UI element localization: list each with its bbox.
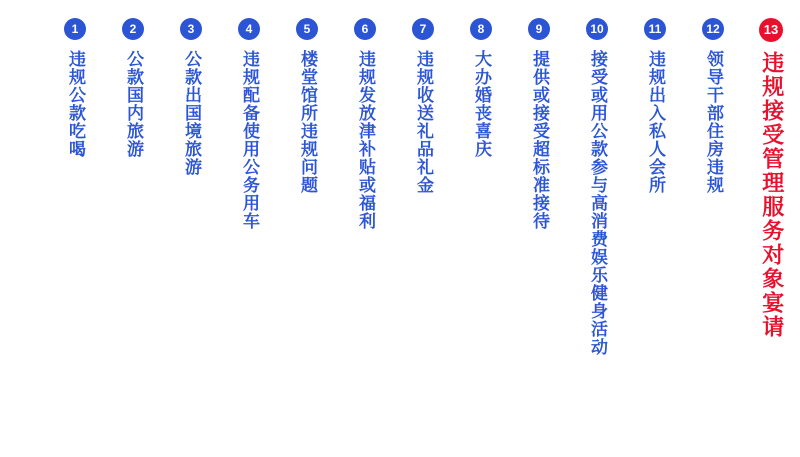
- diagram-item-2[interactable]: [104, 18, 162, 158]
- item-number-badge: 6: [354, 18, 376, 40]
- item-number-badge: 8: [470, 18, 492, 40]
- item-number-badge: 13: [759, 18, 783, 42]
- item-label: 违规接受管理服务对象宴请: [758, 51, 784, 339]
- item-label: 违规配备使用公务用车: [239, 50, 260, 230]
- diagram-item-5[interactable]: [278, 18, 336, 194]
- diagram-item-10[interactable]: [568, 18, 626, 356]
- item-label: 提供或接受超标准接待: [529, 50, 550, 230]
- item-label: 公款国内旅游: [123, 50, 144, 158]
- item-number-badge: 3: [180, 18, 202, 40]
- item-number-badge: 10: [586, 18, 608, 40]
- diagram-item-6[interactable]: [336, 18, 394, 230]
- diagram-item-8[interactable]: [452, 18, 510, 158]
- item-number-badge: 2: [122, 18, 144, 40]
- diagram-item-3[interactable]: [162, 18, 220, 176]
- diagram-item-4[interactable]: [220, 18, 278, 230]
- diagram-item-9[interactable]: [510, 18, 568, 230]
- item-label: 公款出国境旅游: [181, 50, 202, 176]
- item-label: 接受或用公款参与高消费娱乐健身活动: [587, 50, 608, 356]
- item-number-badge: 4: [238, 18, 260, 40]
- diagram-item-11[interactable]: [626, 18, 684, 194]
- diagram-item-13[interactable]: [742, 18, 800, 339]
- item-number-badge: 11: [644, 18, 666, 40]
- item-label: 楼堂馆所违规问题: [297, 50, 318, 194]
- diagram-item-1[interactable]: [46, 18, 104, 158]
- item-number-badge: 5: [296, 18, 318, 40]
- item-number-badge: 7: [412, 18, 434, 40]
- item-label: 违规出入私人会所: [645, 50, 666, 194]
- item-label: 违规发放津补贴或福利: [355, 50, 376, 230]
- diagram-item-12[interactable]: [684, 18, 742, 194]
- item-number-badge: 9: [528, 18, 550, 40]
- item-number-badge: 12: [702, 18, 724, 40]
- item-label: 大办婚丧喜庆: [471, 50, 492, 158]
- item-label: 违规公款吃喝: [65, 50, 86, 158]
- item-label: 违规收送礼品礼金: [413, 50, 434, 194]
- item-number-badge: 1: [64, 18, 86, 40]
- item-label: 领导干部住房违规: [703, 50, 724, 194]
- diagram-item-7[interactable]: [394, 18, 452, 194]
